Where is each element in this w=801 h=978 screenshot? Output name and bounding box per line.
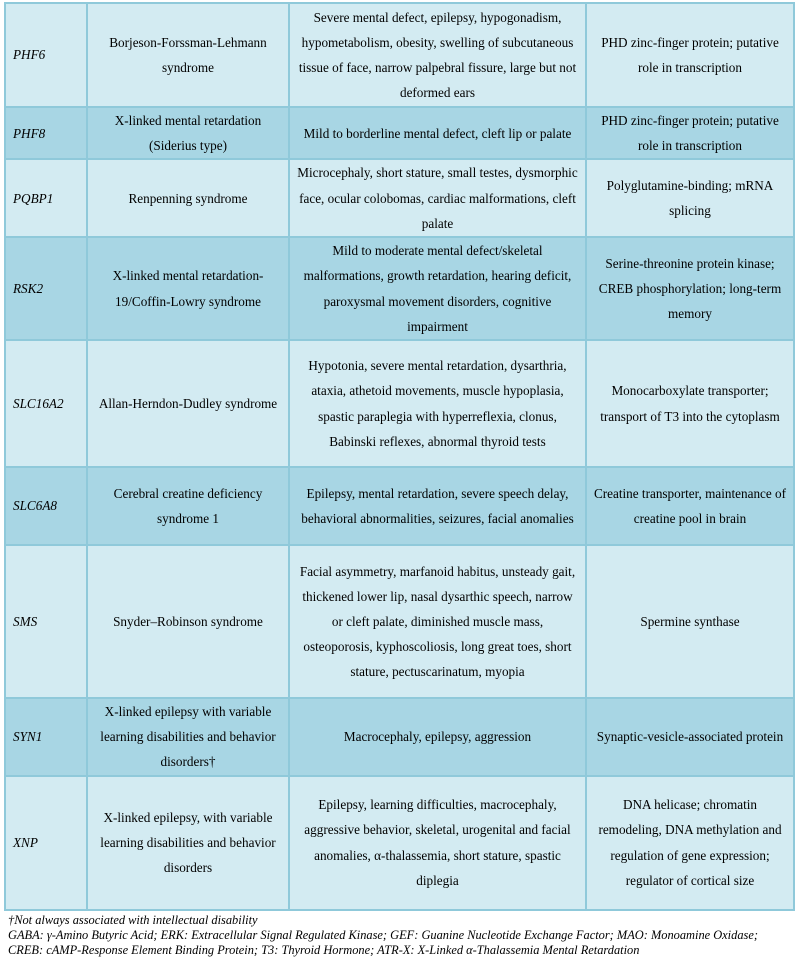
features-cell: Mild to borderline mental defect, cleft lip or palate	[289, 107, 586, 159]
table-row	[5, 340, 794, 467]
table-row	[5, 776, 794, 910]
gene-cell: PQBP1	[5, 159, 87, 237]
features-cell: Mild to moderate mental defect/skeletal malformations, growth retardation, hearing deficit, paroxysmal movement disorders, cognitive impairment	[289, 237, 586, 340]
gene-table	[4, 2, 795, 911]
features-cell: Epilepsy, mental retardation, severe speech delay, behavioral abnormalities, seizures, facial anomalies	[289, 467, 586, 545]
gene-cell: SMS	[5, 545, 87, 698]
disorder-cell: Borjeson-Forssman-Lehmann syndrome	[87, 3, 289, 107]
disorder-cell: Renpenning syndrome	[87, 159, 289, 237]
gene-cell: PHF6	[5, 3, 87, 107]
dagger-footnote: †Not always associated with intellectual disability	[8, 912, 258, 927]
table-row	[5, 545, 794, 698]
gene-cell: SLC16A2	[5, 340, 87, 467]
table-row	[5, 467, 794, 545]
disorder-cell: X-linked epilepsy with variable learning disabilities and behavior disorders†	[87, 698, 289, 776]
function-cell: Creatine transporter, maintenance of creatine pool in brain	[586, 467, 794, 545]
gene-table-container	[4, 2, 793, 959]
gene-cell: SYN1	[5, 698, 87, 776]
gene-cell: XNP	[5, 776, 87, 910]
gene-cell: PHF8	[5, 107, 87, 159]
abbreviations-footnote: GABA: γ-Amino Butyric Acid; ERK: Extracellular Signal Regulated Kinase; GEF: Guanine Nucleotide Exchange Factor; MAO: Monoamine Oxidase; CREB: cAMP-Response Element Binding Protein; T3: Thyroid Hormone; ATR-X: X-Linked α-Thalassemia Mental Retardation	[8, 927, 758, 958]
function-cell: PHD zinc-finger protein; putative role in transcription	[586, 107, 794, 159]
table-row	[5, 3, 794, 107]
table-row	[5, 107, 794, 159]
disorder-cell: Cerebral creatine deficiency syndrome 1	[87, 467, 289, 545]
function-cell: DNA helicase; chromatin remodeling, DNA methylation and regulation of gene expression; regulator of cortical size	[586, 776, 794, 910]
table-row	[5, 159, 794, 237]
table-footnotes	[4, 913, 792, 959]
gene-cell: RSK2	[5, 237, 87, 340]
gene-cell: SLC6A8	[5, 467, 87, 545]
features-cell: Hypotonia, severe mental retardation, dysarthria, ataxia, athetoid movements, muscle hypoplasia, spastic paraplegia with hyperreflexia, clonus, Babinski reflexes, abnormal thyroid tests	[289, 340, 586, 467]
disorder-cell: X-linked mental retardation-19/Coffin-Lowry syndrome	[87, 237, 289, 340]
table-body	[5, 3, 794, 910]
disorder-cell: X-linked mental retardation (Siderius type)	[87, 107, 289, 159]
features-cell: Severe mental defect, epilepsy, hypogonadism, hypometabolism, obesity, swelling of subcutaneous tissue of face, narrow palpebral fissure, large but not deformed ears	[289, 3, 586, 107]
features-cell: Epilepsy, learning difficulties, macrocephaly, aggressive behavior, skeletal, urogenital and facial anomalies, α-thalassemia, short stature, spastic diplegia	[289, 776, 586, 910]
function-cell: Serine-threonine protein kinase; CREB phosphorylation; long-term memory	[586, 237, 794, 340]
function-cell: Synaptic-vesicle-associated protein	[586, 698, 794, 776]
disorder-cell: X-linked epilepsy, with variable learning disabilities and behavior disorders	[87, 776, 289, 910]
features-cell: Macrocephaly, epilepsy, aggression	[289, 698, 586, 776]
table-row	[5, 237, 794, 340]
disorder-cell: Snyder–Robinson syndrome	[87, 545, 289, 698]
features-cell: Microcephaly, short stature, small testes, dysmorphic face, ocular colobomas, cardiac malformations, cleft palate	[289, 159, 586, 237]
function-cell: Monocarboxylate transporter; transport of T3 into the cytoplasm	[586, 340, 794, 467]
disorder-cell: Allan-Herndon-Dudley syndrome	[87, 340, 289, 467]
table-row	[5, 698, 794, 776]
function-cell: Spermine synthase	[586, 545, 794, 698]
function-cell: Polyglutamine-binding; mRNA splicing	[586, 159, 794, 237]
features-cell: Facial asymmetry, marfanoid habitus, unsteady gait, thickened lower lip, nasal dysarthic speech, narrow or cleft palate, diminished muscle mass, osteoporosis, kyphoscoliosis, long great toes, short stature, pectuscarinatum, myopia	[289, 545, 586, 698]
function-cell: PHD zinc-finger protein; putative role in transcription	[586, 3, 794, 107]
